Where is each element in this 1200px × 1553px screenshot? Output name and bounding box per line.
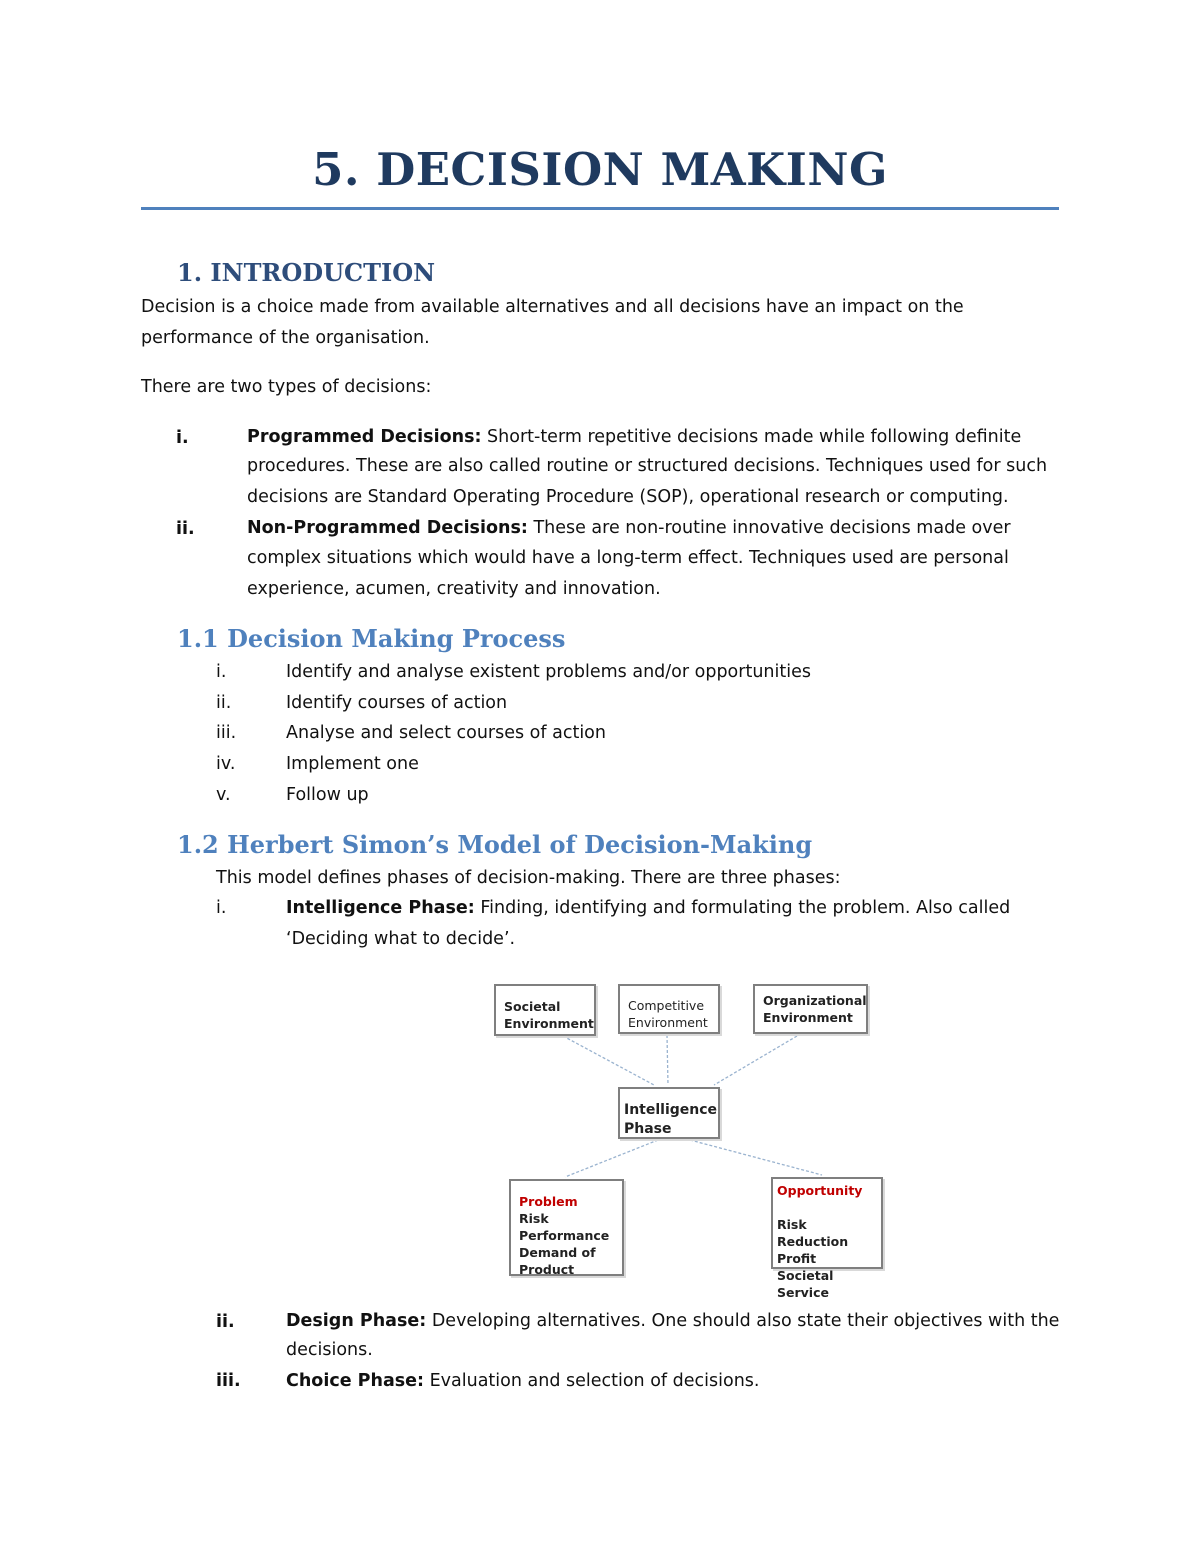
term: Choice Phase: [286,1371,425,1391]
organizational-environment-box [753,984,868,1034]
box-label: Intelligence [624,1102,718,1118]
design-phase-line-1 [286,1306,1059,1337]
box-label: Phase [624,1121,672,1137]
step-marker: iii. [216,723,237,743]
connector-organizational [714,1036,797,1085]
intelligence-phase-line-2: ‘Deciding what to decide’. [286,929,516,949]
step-marker: i. [216,662,227,682]
definition: Finding, identifying and formulating the problem. Also called [474,898,1011,918]
box-item: Demand of [519,1245,596,1260]
term: Design Phase: [286,1311,427,1331]
box-label: Environment [763,1010,853,1025]
phase-marker: ii. [216,1312,235,1332]
societal-environment-box [494,984,596,1036]
box-title: Problem [519,1194,578,1209]
connector-problem [565,1140,658,1177]
definition: Evaluation and selection of decisions. [424,1371,760,1391]
opportunity-box [771,1177,883,1300]
simon-model-intro: This model defines phases of decision-making. There are three phases: [216,868,841,888]
term: Non-Programmed Decisions: [247,518,528,538]
competitive-environment-box [618,984,720,1034]
programmed-decisions-line-2: procedures. These are also called routine or structured decisions. Techniques used for such [247,456,1048,476]
phase-marker: i. [216,898,227,918]
process-step: Implement one [286,754,419,774]
connector-opportunity [690,1140,822,1175]
step-marker: v. [216,785,231,805]
choice-phase-line-1 [286,1366,759,1397]
intelligence-phase-box [618,1087,720,1139]
design-phase-line-2: decisions. [286,1340,373,1360]
process-step: Identify courses of action [286,693,508,713]
step-marker: iv. [216,754,236,774]
box-label: Environment [628,1015,708,1030]
simon-model-heading: 1.2 Herbert Simon’s Model of Decision-Making [177,830,813,859]
box-item: Performance [519,1228,610,1243]
box-item: Risk [519,1211,549,1226]
page-title: 5. DECISION MAKING [312,143,888,196]
term: Intelligence Phase: [286,898,475,918]
definition: Short-term repetitive decisions made while following definite [481,427,1022,447]
process-step: Analyse and select courses of action [286,723,606,743]
non-programmed-decisions-line-2: complex situations which would have a long-term effect. Techniques used are personal [247,548,1009,568]
box-item: Profit [777,1251,817,1266]
box-item: Risk Reduction [777,1217,849,1249]
process-heading: 1.1 Decision Making Process [177,624,566,653]
list-marker: ii. [176,519,195,539]
intro-paragraph-line-1: Decision is a choice made from available alternatives and all decisions have an impact on the [141,297,964,317]
non-programmed-decisions-line-3: experience, acumen, creativity and innovation. [247,579,661,599]
box-item: Societal Service [777,1268,834,1300]
box-item: Product [519,1262,575,1277]
phase-marker: iii. [216,1371,241,1391]
box-title: Opportunity [777,1183,863,1198]
intro-paragraph-line-2: performance of the organisation. [141,328,430,348]
step-marker: ii. [216,693,232,713]
box-label: Organizational [763,993,867,1008]
list-marker: i. [176,428,189,448]
box-label: Societal [504,999,561,1014]
process-step: Identify and analyse existent problems and/or opportunities [286,662,811,682]
connector-societal [563,1036,654,1085]
definition: Developing alternatives. One should also state their objectives with the [426,1311,1060,1331]
programmed-decisions-line-3: decisions are Standard Operating Procedure (SOP), operational research or computing. [247,487,1009,507]
intro-types-lead: There are two types of decisions: [141,377,432,397]
connector-competitive [667,1035,668,1085]
intro-heading: 1. INTRODUCTION [177,258,436,287]
term: Programmed Decisions: [247,427,482,447]
process-step: Follow up [286,785,369,805]
definition: These are non-routine innovative decisions made over [527,518,1011,538]
box-label: Competitive [628,998,705,1013]
box-label: Environment [504,1016,594,1031]
problem-box [509,1179,624,1276]
